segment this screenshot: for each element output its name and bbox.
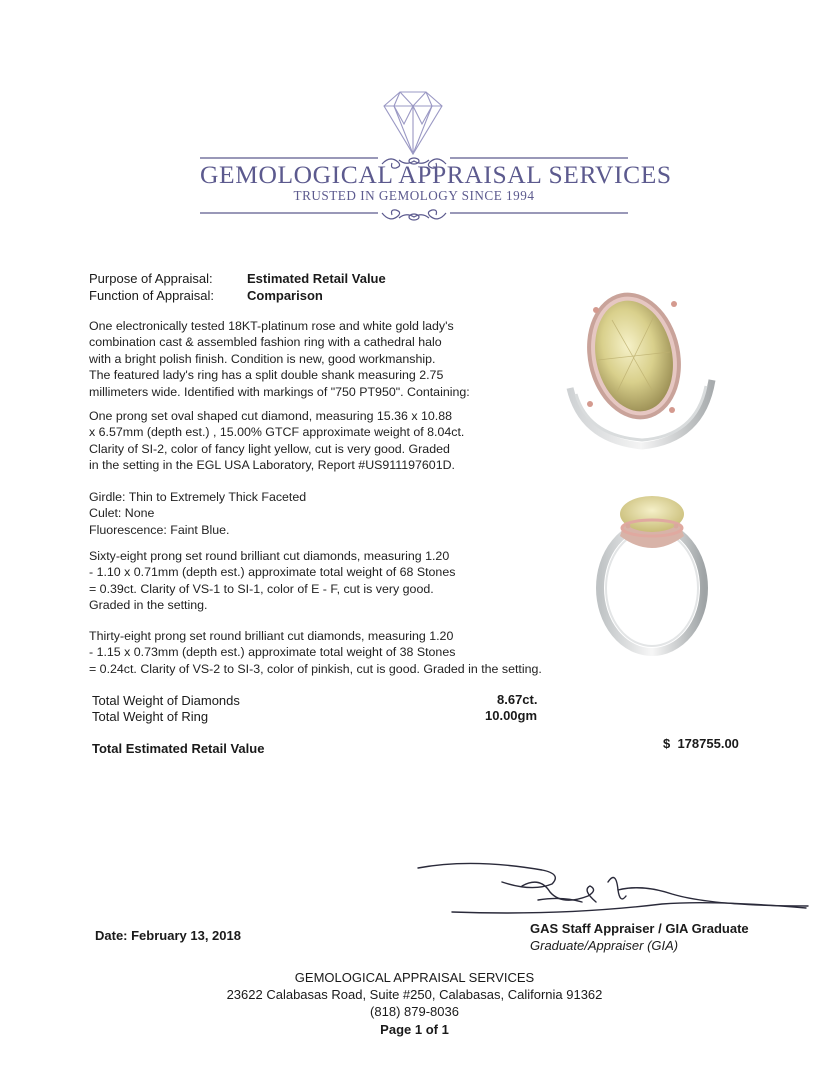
center-stone-line: in the setting in the EGL USA Laboratory, Report #US911197601D.: [89, 458, 455, 473]
description-line: with a bright polish finish. Condition is new, good workmanship.: [89, 351, 436, 366]
side-stones-line: = 0.24ct. Clarity of VS-2 to SI-3, color of pinkish, cut is good. Graded in the setting.: [89, 661, 542, 676]
ring-description: [89, 318, 470, 400]
side-stones-line: = 0.39ct. Clarity of VS-1 to SI-1, color of E - F, cut is very good.: [89, 581, 434, 596]
appraiser-subtitle: Graduate/Appraiser (GIA): [530, 938, 679, 953]
ring-photo-top-view: [562, 270, 722, 464]
center-stone-line: x 6.57mm (depth est.) , 15.00% GTCF approximate weight of 8.04ct.: [89, 425, 465, 440]
appraiser-title: GAS Staff Appraiser / GIA Graduate: [530, 921, 749, 936]
center-stone-description: [89, 408, 464, 474]
description-line: The featured lady's ring has a split double shank measuring 2.75: [89, 368, 444, 383]
description-line: combination cast & assembled fashion ring with a cathedral halo: [89, 335, 442, 350]
appraisal-date: Date: February 13, 2018: [95, 928, 241, 943]
side-stones-line: Sixty-eight prong set round brilliant cut diamonds, measuring 1.20: [89, 549, 450, 563]
total-retail-label: Total Estimated Retail Value: [92, 741, 265, 756]
center-stone-line: Clarity of SI-2, color of fancy light yellow, cut is very good. Graded: [89, 441, 450, 456]
company-logo-title: GEMOLOGICAL APPRAISAL SERVICES: [200, 160, 672, 189]
description-line: millimeters wide. Identified with markings of "750 PT950". Containing:: [89, 384, 470, 399]
function-label: Function of Appraisal:: [89, 288, 215, 303]
total-ring-label: Total Weight of Ring: [92, 709, 209, 724]
purpose-label: Purpose of Appraisal:: [89, 271, 213, 286]
company-tagline: TRUSTED IN GEMOLOGY SINCE 1994: [293, 188, 535, 203]
center-stone-line: One prong set oval shaped cut diamond, measuring 15.36 x 10.88: [89, 409, 453, 423]
stone-details: [89, 489, 306, 538]
page-number: Page 1 of 1: [380, 1022, 449, 1037]
total-diamonds-label: Total Weight of Diamonds: [92, 693, 240, 708]
fluorescence-detail: Fluorescence: Faint Blue.: [89, 522, 230, 537]
diamond-logo-icon: [370, 88, 456, 160]
side-stones-line: Graded in the setting.: [89, 598, 208, 613]
description-line: One electronically tested 18KT-platinum rose and white gold lady's: [89, 319, 454, 333]
side-stones-description-2: [89, 628, 542, 677]
total-retail-value: $ 178755.00: [663, 736, 739, 751]
side-stones-line: - 1.15 x 0.73mm (depth est.) approximate total weight of 38 Stones: [89, 645, 456, 660]
ornament-rule-bottom: [200, 203, 628, 225]
ring-photo-side-view: [582, 478, 722, 662]
footer-company: GEMOLOGICAL APPRAISAL SERVICES: [294, 970, 535, 985]
footer-phone: (818) 879-8036: [370, 1004, 459, 1019]
appraiser-signature: [412, 856, 810, 926]
girdle-detail: Girdle: Thin to Extremely Thick Faceted: [89, 490, 307, 504]
purpose-value: Estimated Retail Value: [247, 271, 386, 286]
total-ring-value: 10.00gm: [485, 708, 538, 723]
side-stones-line: Thirty-eight prong set round brilliant cut diamonds, measuring 1.20: [89, 629, 454, 643]
footer-address: 23622 Calabasas Road, Suite #250, Calabasas, California 91362: [226, 987, 603, 1002]
side-stones-line: - 1.10 x 0.71mm (depth est.) approximate total weight of 68 Stones: [89, 565, 456, 580]
function-value: Comparison: [247, 288, 323, 303]
side-stones-description-1: [89, 548, 455, 614]
total-diamonds-value: 8.67ct.: [497, 692, 538, 707]
culet-detail: Culet: None: [89, 506, 155, 521]
